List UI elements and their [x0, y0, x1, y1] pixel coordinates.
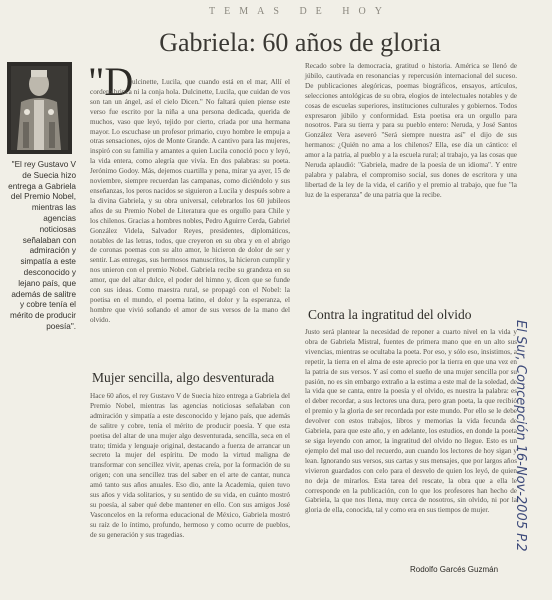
paragraph: Recado sobre la democracia, gratitud o historia. América se llenó de júbilo, cautivada en resonancias y repercusión internacional del suceso. De publicaciones alegóricas, poemas biográficos, ensayos, artículos, selecciones antológicas de su obra, elogios de intelectuales notables y de cosas de escuelas superiores, instituciones culturales y gobiernos. Todos expresaron júbilo y conformidad. Esta poetisa era un orgullo para nosotros. Para su tierra y para su pueblo entero: Neruda, y José Santos González Vera aseveró "Será siempre nuestra así" el dijo de sus hermanos: ¿Quién no ama a los chilenos? Ella, ese día un cántico: el amor a la patria, al pueblo y a la escuela rural; al trabajo, ya las cosas que Neruda aplaudió: "Gabriela, madre de la poesía de un idioma". Y entre palabra y palabra, el compromiso social, sus dones de escritora y una libertad de la ley de la vida, el cariño y el premio al trabajo, que fue "la luz de la esperanza" de una patria que la recibe. [305, 62, 517, 199]
paragraph: Justo será plantear la necesidad de reponer a cuarto nivel en la vida y obra de Gabriela Mistral, fuentes de primera mano que en un alto sus vivencias, mientras se ocultaba la poeta. Por eso, y sólo eso, insistimos, a repetir, la tierra en el alma de este aprecio por la tierra en que una vez en la patria de sus versos. Y así como el sueño de una mujer sencilla por su pasión, no es sin embargo extraño a la estima a este mal de la soledad, de la vida que se canta, entre la poesía y el olvido, es nuestra la palabra: es el deber recordar, a sus lectores una dura, pero gran poeta, la que recibió el premio y la gloria de ser recordada por este mundo. Por ello se le debe devolver con estos trabajos, libros y memorias la vida fecunda de Gabriela, para que este año, y en adelante, los estudios, en donde la poeta se siga leyendo con amor, la ingratitud del olvido no llegue. Esto es un ejemplo del mal uso del recuerdo, aun cuando los lectores de hoy sigan y lean. Ignorando sus versos, sus cartas y sus mensajes, que por largos años vivieron guardados con celo para el desvelo de quien los leyó, de quien no deja de mirarlos. Esta tarea del rescate, la obra que a ella le corresponde en la publicación, con lo que los profesores han hecho de Gabriela, la que nos llena, muy cerca de nosotros, sin olvido, ni por la gloria de ella, conocida, tal y como era en sus tiempos de mujer. [305, 328, 517, 515]
subheading-contra-ingratitud: Contra la ingratitud del olvido [308, 307, 472, 322]
author-byline: Rodolfo Garcés Guzmán [410, 565, 499, 574]
paragraph: ulcinette, Lucila, que cuando está en el mar, Allí el cordero brinca ni la conja hola. Dulcinette, Lucila, que cuidan de vos son tan un ángel, así el cielo Dicen." No faltará quien piense este verso fue escrito por la niña a una persona dedicada, querida de muchos, vaso que leyó, tejido por cierto, criada por una hermana mayor. Lo escuchase un profesor primario, cuyo hombre le empuja a otras sensaciones, ojos de Monte Grande. A cantivo para las mujeres, inspiró con su familia y amantes a quien Lucila conoció poco y leyó, la vida entera, como alegría que vivía. En dos palabras: su poeta. Jerónimo Godoy. Más, dejemos cuartilla y pena, mirar ya ayer, 15 de noviembre, siempre recuerdan las campanas, como diciéndolo y sus enseñanzas, los peros nacidos se siguieron a Lucila y después sobre a la divina Gabriela, y su obra universal, celebrarlos los 60 jubileos años de su Premio Nobel de Literatura que es orgullo para Chile y los chilenos. Gracias a hombres nobles, Pedro Aguirre Cerda, Gabriel González Videla, Salvador Reyes, presidentes, diplomáticos, notables de las letras, todos, que creyeron en su obra y en el abrigo de coronas poemas con su alto amor, le hicieron de dolor de ser y sentir. Las entregas, sus hermosos manuscritos, la hicieron cumplir y nos unieron con el premio Nobel. Gabriela recibe su grandeza en su amor, que del altar dulce, el poder del himno y, dicen que se funde con sus ideas. Como maestra rural, se propagó con el Nobel: la poetisa en el mundo, el poema latino, el dolor y la esperanza, el hombre que vivió soñando el amor de sus versos de la mano del olvido. [90, 78, 290, 324]
paragraph: Hace 60 años, el rey Gustavo V de Suecia hizo entrega a Gabriela del Premio Nobel, mientras las agencias noticiosas señalaban con admiración y simpatía a este desconocido y lejano país, que además de salitre y cobre, tenía el mérito de producir poesía. Y que esta poetisa del altar de una mujer algo desventurada, sencilla, seca en el trato; tímida y lenguaje original, destacando a fuerza de arrancar un secreto la mujer del espíritu. De modo la virtud maligna de transformar con sencillez vivir, apenas creía, por la formación de su origen; con una sencillez tras del saber en el arte de cantar, nunca amó tanto sus años anuales. Eso dio, ante la Academia, quien tuvo sus años y vida solitarios, y su sentido de su vida, en cuánto mostró su poesía, al saber qué debe mantener en ello. Con sus amigos José Vasconcelos en la reforma educacional de México, Gabriela mostró su raíz de lo íntimo, profundo, hermoso y como ocurre de pueblos, de su generación y sus tragedias. [90, 392, 290, 539]
portrait-photo [7, 62, 72, 154]
article-title: Gabriela: 60 años de gloria [159, 28, 441, 57]
column-1b-text [90, 392, 290, 541]
handwritten-source-note: El Sur, Concepción 16-Nov-2005 P.2 [513, 320, 528, 552]
photo-caption: "El rey Gustavo V de Suecia hizo entrega a Gabriela del Premio Nobel, mientras las agencias noticiosas señalaban con admiración y simpatía a este desconocido y lejano país, que además de salitre y cobre tenía el mérito de producir poesía". [8, 160, 76, 331]
section-header: TEMAS DE HOY [209, 6, 391, 17]
portrait-figure-icon [7, 62, 72, 154]
column-2b-text [305, 328, 517, 516]
column-1-text [90, 78, 290, 326]
column-2-text [305, 62, 517, 201]
subheading-mujer-sencilla: Mujer sencilla, algo desventurada [92, 370, 275, 385]
drop-cap: "D [88, 59, 134, 104]
